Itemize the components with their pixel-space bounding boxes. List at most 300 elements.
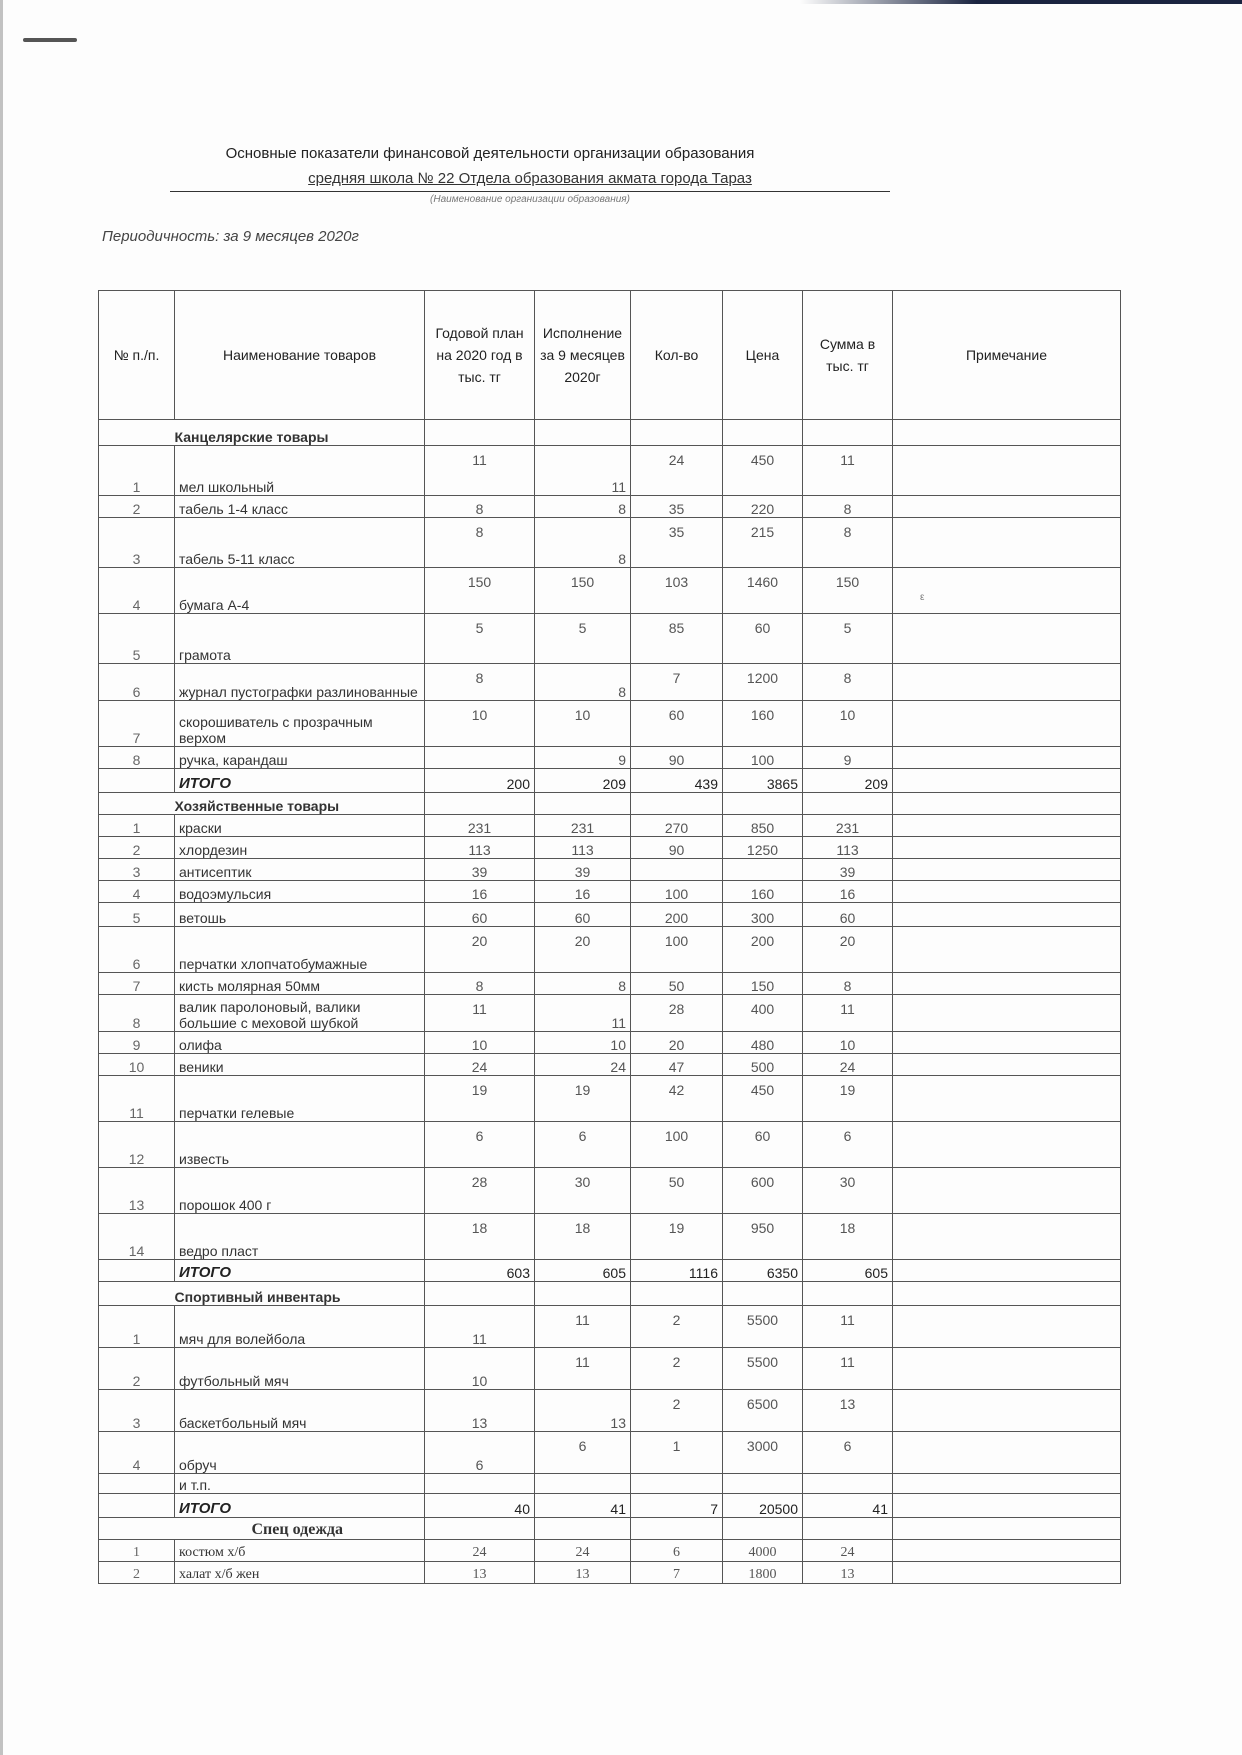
price-value: 480 [723, 1032, 803, 1054]
scan-left-edge [0, 0, 3, 1755]
section-header-row [99, 1282, 1121, 1306]
price-value: 1200 [723, 664, 803, 701]
item-name: обруч [175, 1432, 425, 1474]
empty-cell [723, 420, 803, 446]
table-row [99, 1348, 1121, 1390]
total-plan: 40 [425, 1494, 535, 1518]
item-name: водоэмульсия [175, 881, 425, 903]
annual-plan-value: 6 [425, 1432, 535, 1474]
annual-plan-value: 8 [425, 973, 535, 995]
row-number: 1 [99, 1540, 175, 1562]
quantity-value: 85 [631, 614, 723, 664]
price-value: 450 [723, 1076, 803, 1122]
price-value: 450 [723, 446, 803, 496]
item-name: халат х/б жен [175, 1562, 425, 1584]
note-value [893, 1168, 1121, 1214]
item-name: журнал пустографки разлинованные [175, 664, 425, 701]
total-quantity: 7 [631, 1494, 723, 1518]
row-number: 8 [99, 747, 175, 769]
note-value [893, 1122, 1121, 1168]
col-annual-plan: Годовой план на 2020 год в тыс. тг [425, 291, 535, 420]
document-title: Основные показатели финансовой деятельности организации образования [225, 145, 755, 162]
table-row [99, 1214, 1121, 1260]
empty-cell [893, 1282, 1121, 1306]
col-price: Цена [723, 291, 803, 420]
price-value: 60 [723, 614, 803, 664]
note-value [893, 1540, 1121, 1562]
annual-plan-value: 11 [425, 995, 535, 1032]
sum-value: 24 [803, 1054, 893, 1076]
annual-plan-value: 113 [425, 837, 535, 859]
note-value [893, 1390, 1121, 1432]
empty-cell [893, 420, 1121, 446]
table-row [99, 446, 1121, 496]
item-name: известь [175, 1122, 425, 1168]
annual-plan-value: 8 [425, 496, 535, 518]
row-number: 5 [99, 614, 175, 664]
annual-plan-value: 11 [425, 1306, 535, 1348]
quantity-value: 200 [631, 903, 723, 927]
execution-value: 8 [535, 496, 631, 518]
sum-value: 16 [803, 881, 893, 903]
sum-value: 11 [803, 446, 893, 496]
note-value [893, 881, 1121, 903]
item-name: баскетбольный мяч [175, 1390, 425, 1432]
sum-value: 6 [803, 1122, 893, 1168]
corner-dash-mark [23, 38, 77, 42]
quantity-value: 90 [631, 837, 723, 859]
item-name: веники [175, 1054, 425, 1076]
table-row [99, 701, 1121, 747]
price-value: 60 [723, 1122, 803, 1168]
table-row [99, 1562, 1121, 1584]
sum-value: 24 [803, 1540, 893, 1562]
note-value [893, 496, 1121, 518]
quantity-value: 50 [631, 1168, 723, 1214]
total-label: ИТОГО [175, 1260, 425, 1282]
section-total-row [99, 769, 1121, 793]
total-price: 6350 [723, 1260, 803, 1282]
section-title: Спец одежда [175, 1518, 425, 1540]
item-name: грамота [175, 614, 425, 664]
sum-value: 8 [803, 664, 893, 701]
note-value [893, 1474, 1121, 1494]
price-value: 160 [723, 701, 803, 747]
total-execution: 41 [535, 1494, 631, 1518]
row-number: 6 [99, 664, 175, 701]
execution-value [535, 1474, 631, 1494]
execution-value: 231 [535, 815, 631, 837]
quantity-value: 1 [631, 1432, 723, 1474]
execution-value: 13 [535, 1562, 631, 1584]
quantity-value: 35 [631, 518, 723, 568]
row-number: 7 [99, 973, 175, 995]
item-name: бумага А-4 [175, 568, 425, 614]
execution-value: 10 [535, 701, 631, 747]
execution-value: 113 [535, 837, 631, 859]
execution-value: 19 [535, 1076, 631, 1122]
price-value: 500 [723, 1054, 803, 1076]
note-value [893, 1032, 1121, 1054]
row-number: 11 [99, 1076, 175, 1122]
note-value [893, 973, 1121, 995]
table-row [99, 1054, 1121, 1076]
execution-value: 16 [535, 881, 631, 903]
table-row [99, 815, 1121, 837]
price-value: 4000 [723, 1540, 803, 1562]
quantity-value: 100 [631, 927, 723, 973]
annual-plan-value: 231 [425, 815, 535, 837]
section-spacer [99, 420, 175, 446]
price-value: 950 [723, 1214, 803, 1260]
empty-cell [893, 793, 1121, 815]
quantity-value: 103 [631, 568, 723, 614]
sum-value: 8 [803, 973, 893, 995]
table-row [99, 973, 1121, 995]
quantity-value: 50 [631, 973, 723, 995]
empty-cell [99, 769, 175, 793]
col-item-name: Наименование товаров [175, 291, 425, 420]
note-value [893, 1348, 1121, 1390]
table-header-row [99, 291, 1121, 420]
row-number: 3 [99, 518, 175, 568]
item-name: костюм х/б [175, 1540, 425, 1562]
execution-value: 9 [535, 747, 631, 769]
total-sum: 605 [803, 1260, 893, 1282]
annual-plan-value: 8 [425, 518, 535, 568]
price-value: 1250 [723, 837, 803, 859]
annual-plan-value: 6 [425, 1122, 535, 1168]
sum-value: 10 [803, 1032, 893, 1054]
execution-value: 150 [535, 568, 631, 614]
row-number: 3 [99, 1390, 175, 1432]
annual-plan-value: 11 [425, 446, 535, 496]
quantity-value [631, 859, 723, 881]
table-row [99, 1122, 1121, 1168]
price-value: 160 [723, 881, 803, 903]
sum-value: 10 [803, 701, 893, 747]
price-value: 300 [723, 903, 803, 927]
row-number: 7 [99, 701, 175, 747]
annual-plan-value: 20 [425, 927, 535, 973]
execution-value: 18 [535, 1214, 631, 1260]
sum-value [803, 1474, 893, 1494]
annual-plan-value: 13 [425, 1562, 535, 1584]
item-name: хлордезин [175, 837, 425, 859]
execution-value: 60 [535, 903, 631, 927]
quantity-value: 28 [631, 995, 723, 1032]
total-quantity: 1116 [631, 1260, 723, 1282]
item-name: мяч для волейбола [175, 1306, 425, 1348]
sum-value: 8 [803, 518, 893, 568]
empty-cell [535, 420, 631, 446]
row-number: 14 [99, 1214, 175, 1260]
quantity-value: 7 [631, 664, 723, 701]
note-value [893, 701, 1121, 747]
annual-plan-value: 16 [425, 881, 535, 903]
execution-value: 24 [535, 1540, 631, 1562]
item-name: перчатки гелевые [175, 1076, 425, 1122]
item-name: кисть молярная 50мм [175, 973, 425, 995]
price-value [723, 859, 803, 881]
sum-value: 8 [803, 496, 893, 518]
price-value: 100 [723, 747, 803, 769]
note-value [893, 1076, 1121, 1122]
empty-cell [803, 1518, 893, 1540]
table-row [99, 1390, 1121, 1432]
quantity-value: 35 [631, 496, 723, 518]
price-value: 1460 [723, 568, 803, 614]
execution-value: 8 [535, 973, 631, 995]
sum-value: 30 [803, 1168, 893, 1214]
total-sum: 41 [803, 1494, 893, 1518]
sum-value: 18 [803, 1214, 893, 1260]
table-row [99, 1168, 1121, 1214]
item-name: антисептик [175, 859, 425, 881]
table-row [99, 1432, 1121, 1474]
price-value: 200 [723, 927, 803, 973]
note-value [893, 1432, 1121, 1474]
annual-plan-value: 10 [425, 1032, 535, 1054]
execution-value: 8 [535, 664, 631, 701]
price-value: 215 [723, 518, 803, 568]
item-name: олифа [175, 1032, 425, 1054]
note-value [893, 1306, 1121, 1348]
empty-cell [723, 793, 803, 815]
empty-cell [893, 1518, 1121, 1540]
table-row [99, 1076, 1121, 1122]
total-plan: 200 [425, 769, 535, 793]
item-name: перчатки хлопчатобумажные [175, 927, 425, 973]
table-row [99, 664, 1121, 701]
section-spacer [99, 793, 175, 815]
total-sum: 209 [803, 769, 893, 793]
table-row [99, 1032, 1121, 1054]
annual-plan-value [425, 1474, 535, 1494]
quantity-value: 7 [631, 1562, 723, 1584]
note-value [893, 1054, 1121, 1076]
note-value [893, 664, 1121, 701]
sum-value: 13 [803, 1562, 893, 1584]
total-price: 20500 [723, 1494, 803, 1518]
price-value: 220 [723, 496, 803, 518]
note-value [893, 903, 1121, 927]
sum-value: 9 [803, 747, 893, 769]
quantity-value: 24 [631, 446, 723, 496]
row-number: 2 [99, 1562, 175, 1584]
quantity-value: 100 [631, 881, 723, 903]
empty-cell [535, 1282, 631, 1306]
item-name: ведро пласт [175, 1214, 425, 1260]
sum-value: 60 [803, 903, 893, 927]
empty-cell [99, 1260, 175, 1282]
price-value: 5500 [723, 1306, 803, 1348]
quantity-value: 19 [631, 1214, 723, 1260]
price-value: 150 [723, 973, 803, 995]
row-number: 12 [99, 1122, 175, 1168]
note-value [893, 837, 1121, 859]
total-execution: 209 [535, 769, 631, 793]
empty-cell [631, 1518, 723, 1540]
col-number: № п./п. [99, 291, 175, 420]
section-header-row [99, 793, 1121, 815]
item-name: и т.п. [175, 1474, 425, 1494]
financial-indicators-table [98, 290, 1121, 1584]
section-header-row [99, 1518, 1121, 1540]
table-row [99, 903, 1121, 927]
item-name: футбольный мяч [175, 1348, 425, 1390]
annual-plan-value: 24 [425, 1054, 535, 1076]
empty-cell [803, 1282, 893, 1306]
col-execution: Исполнение за 9 месяцев 2020г [535, 291, 631, 420]
col-note: Примечание [893, 291, 1121, 420]
table-row [99, 614, 1121, 664]
sum-value: 6 [803, 1432, 893, 1474]
table-row [99, 1540, 1121, 1562]
table-row [99, 518, 1121, 568]
total-plan: 603 [425, 1260, 535, 1282]
note-value [893, 815, 1121, 837]
quantity-value: 47 [631, 1054, 723, 1076]
item-name: мел школьный [175, 446, 425, 496]
empty-cell [893, 1260, 1121, 1282]
quantity-value: 2 [631, 1348, 723, 1390]
row-number: 1 [99, 446, 175, 496]
empty-cell [425, 420, 535, 446]
sum-value: 13 [803, 1390, 893, 1432]
row-number: 8 [99, 995, 175, 1032]
sum-value: 39 [803, 859, 893, 881]
quantity-value: 2 [631, 1306, 723, 1348]
item-name: табель 1-4 класс [175, 496, 425, 518]
table-row [99, 1474, 1121, 1494]
empty-cell [893, 1494, 1121, 1518]
row-number: 4 [99, 1432, 175, 1474]
table-row [99, 747, 1121, 769]
table-row [99, 995, 1121, 1032]
price-value: 5500 [723, 1348, 803, 1390]
item-name: ветошь [175, 903, 425, 927]
item-name: валик паролоновый, валики большие с меховой шубкой [175, 995, 425, 1032]
section-title: Хозяйственные товары [175, 793, 425, 815]
empty-cell [425, 1282, 535, 1306]
execution-value: 11 [535, 1348, 631, 1390]
note-value [893, 518, 1121, 568]
quantity-value: 6 [631, 1540, 723, 1562]
empty-cell [535, 793, 631, 815]
execution-value: 6 [535, 1432, 631, 1474]
price-value [723, 1474, 803, 1494]
price-value: 400 [723, 995, 803, 1032]
empty-cell [631, 1282, 723, 1306]
quantity-value: 100 [631, 1122, 723, 1168]
stray-mark: ε [920, 592, 925, 603]
section-title: Канцелярские товары [175, 420, 425, 446]
row-number: 13 [99, 1168, 175, 1214]
annual-plan-value: 18 [425, 1214, 535, 1260]
sum-value: 150 [803, 568, 893, 614]
item-name: ручка, карандаш [175, 747, 425, 769]
empty-cell [723, 1282, 803, 1306]
item-name: порошок 400 г [175, 1168, 425, 1214]
row-number: 10 [99, 1054, 175, 1076]
table-row [99, 1306, 1121, 1348]
execution-value: 11 [535, 446, 631, 496]
table-row [99, 837, 1121, 859]
total-execution: 605 [535, 1260, 631, 1282]
table-row [99, 927, 1121, 973]
price-value: 6500 [723, 1390, 803, 1432]
row-number [99, 1474, 175, 1494]
item-name: табель 5-11 класс [175, 518, 425, 568]
execution-value: 20 [535, 927, 631, 973]
period-label: Периодичность: за 9 месяцев 2020г [102, 228, 359, 245]
execution-value: 39 [535, 859, 631, 881]
annual-plan-value: 19 [425, 1076, 535, 1122]
section-total-row [99, 1260, 1121, 1282]
quantity-value: 270 [631, 815, 723, 837]
annual-plan-value: 8 [425, 664, 535, 701]
execution-value: 10 [535, 1032, 631, 1054]
row-number: 2 [99, 1348, 175, 1390]
sum-value: 231 [803, 815, 893, 837]
col-quantity: Кол-во [631, 291, 723, 420]
empty-cell [803, 420, 893, 446]
quantity-value: 60 [631, 701, 723, 747]
annual-plan-value: 28 [425, 1168, 535, 1214]
col-sum: Сумма в тыс. тг [803, 291, 893, 420]
empty-cell [425, 1518, 535, 1540]
execution-value: 13 [535, 1390, 631, 1432]
row-number: 6 [99, 927, 175, 973]
empty-cell [803, 793, 893, 815]
total-price: 3865 [723, 769, 803, 793]
row-number: 9 [99, 1032, 175, 1054]
note-value [893, 859, 1121, 881]
execution-value: 8 [535, 518, 631, 568]
empty-cell [425, 793, 535, 815]
empty-cell [893, 769, 1121, 793]
price-value: 3000 [723, 1432, 803, 1474]
price-value: 850 [723, 815, 803, 837]
section-spacer [99, 1282, 175, 1306]
note-value [893, 995, 1121, 1032]
row-number: 1 [99, 815, 175, 837]
annual-plan-value: 5 [425, 614, 535, 664]
sum-value: 5 [803, 614, 893, 664]
sum-value: 11 [803, 995, 893, 1032]
quantity-value: 42 [631, 1076, 723, 1122]
quantity-value [631, 1474, 723, 1494]
note-value [893, 1562, 1121, 1584]
annual-plan-value [425, 747, 535, 769]
annual-plan-value: 10 [425, 701, 535, 747]
section-spacer [99, 1518, 175, 1540]
empty-cell [99, 1494, 175, 1518]
row-number: 4 [99, 568, 175, 614]
price-value: 1800 [723, 1562, 803, 1584]
row-number: 1 [99, 1306, 175, 1348]
total-quantity: 439 [631, 769, 723, 793]
scan-edge-artifact [800, 0, 1242, 4]
table-row [99, 881, 1121, 903]
empty-cell [631, 420, 723, 446]
annual-plan-value: 39 [425, 859, 535, 881]
sum-value: 20 [803, 927, 893, 973]
item-name: скорошиватель с прозрачным верхом [175, 701, 425, 747]
annual-plan-value: 24 [425, 1540, 535, 1562]
sum-value: 11 [803, 1348, 893, 1390]
